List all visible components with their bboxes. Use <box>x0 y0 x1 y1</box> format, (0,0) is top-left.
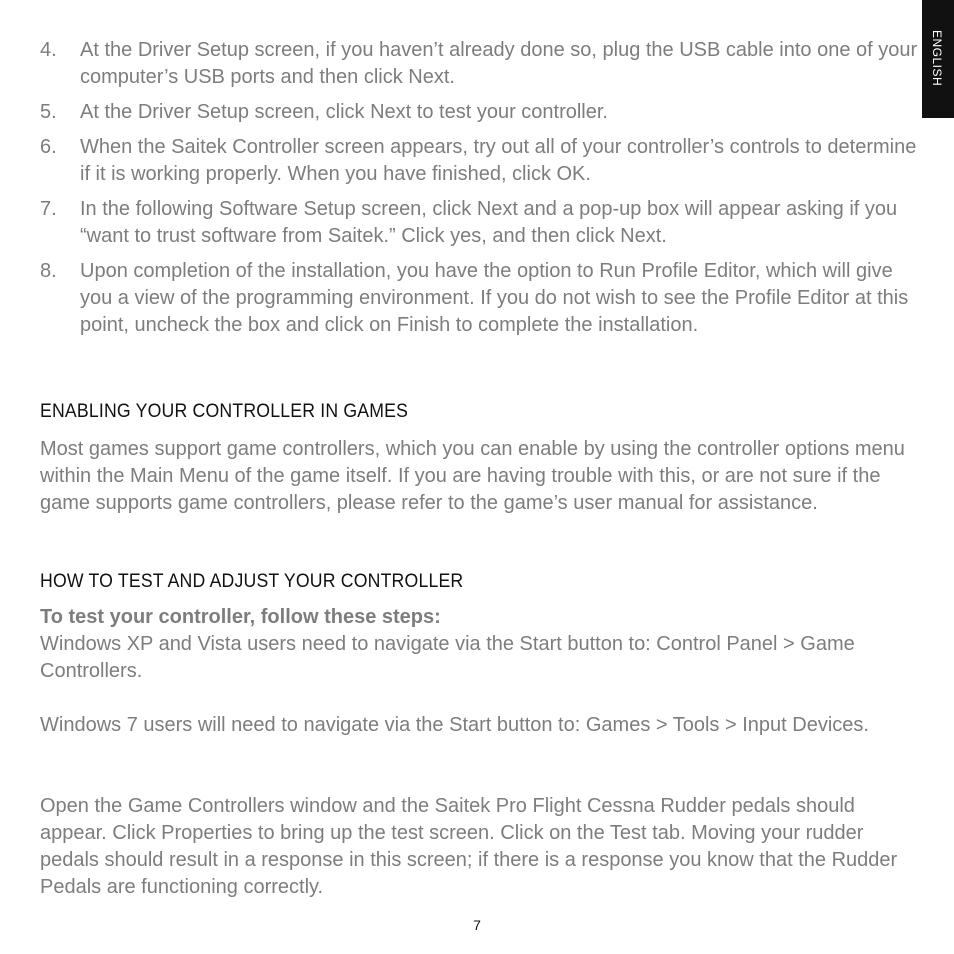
language-tab <box>922 0 954 118</box>
installation-steps-list <box>40 37 920 347</box>
section-body-enabling-controller: Most games support game controllers, which you can enable by using the controller options menu within the Main Menu of the game itself. If you are having trouble with this, or are not sure if the game supports game controllers, please refer to the game’s user manual for assistance. <box>40 438 905 514</box>
step-item <box>40 196 920 250</box>
step-item <box>40 258 920 339</box>
section-heading-test-adjust: HOW TO TEST AND ADJUST YOUR CONTROLLER <box>40 571 464 592</box>
test-steps-intro: To test your controller, follow these steps: <box>40 606 441 628</box>
step-number: 7. <box>40 198 57 220</box>
xp-vista-instructions: Windows XP and Vista users need to navigate via the Start button to: Control Panel > Game Controllers. <box>40 633 855 682</box>
step-number: 5. <box>40 101 57 123</box>
section-heading-enabling-controller: ENABLING YOUR CONTROLLER IN GAMES <box>40 401 409 422</box>
step-text: At the Driver Setup screen, if you haven’t already done so, plug the USB cable into one of your computer’s USB ports and then click Next. <box>80 39 918 88</box>
step-number: 4. <box>40 39 57 61</box>
step-text: In the following Software Setup screen, click Next and a pop-up box will appear asking if you “want to trust software from Saitek.” Click yes, and then click Next. <box>80 198 898 247</box>
language-tab-label: ENGLISH <box>930 30 944 87</box>
step-number: 8. <box>40 260 57 282</box>
page-number: 7 <box>473 917 481 933</box>
step-number: 6. <box>40 136 57 158</box>
windows7-instructions: Windows 7 users will need to navigate via the Start button to: Games > Tools > Input Devices. <box>40 714 869 736</box>
step-item <box>40 37 920 91</box>
step-item <box>40 99 920 126</box>
step-text: Upon completion of the installation, you have the option to Run Profile Editor, which will give you a view of the programming environment. If you do not wish to see the Profile Editor at this point, uncheck the box and click on Finish to complete the installation. <box>80 260 909 336</box>
step-text: When the Saitek Controller screen appears, try out all of your controller’s controls to determine if it is working properly. When you have finished, click OK. <box>80 136 917 185</box>
step-item <box>40 134 920 188</box>
step-text: At the Driver Setup screen, click Next to test your controller. <box>80 101 608 123</box>
game-controllers-instructions: Open the Game Controllers window and the Saitek Pro Flight Cessna Rudder pedals should appear. Click Properties to bring up the test screen. Click on the Test tab. Moving your rudder pedals should result in a response in this screen; if there is a response you know that the Rudder Pedals are functioning correctly. <box>40 795 898 898</box>
